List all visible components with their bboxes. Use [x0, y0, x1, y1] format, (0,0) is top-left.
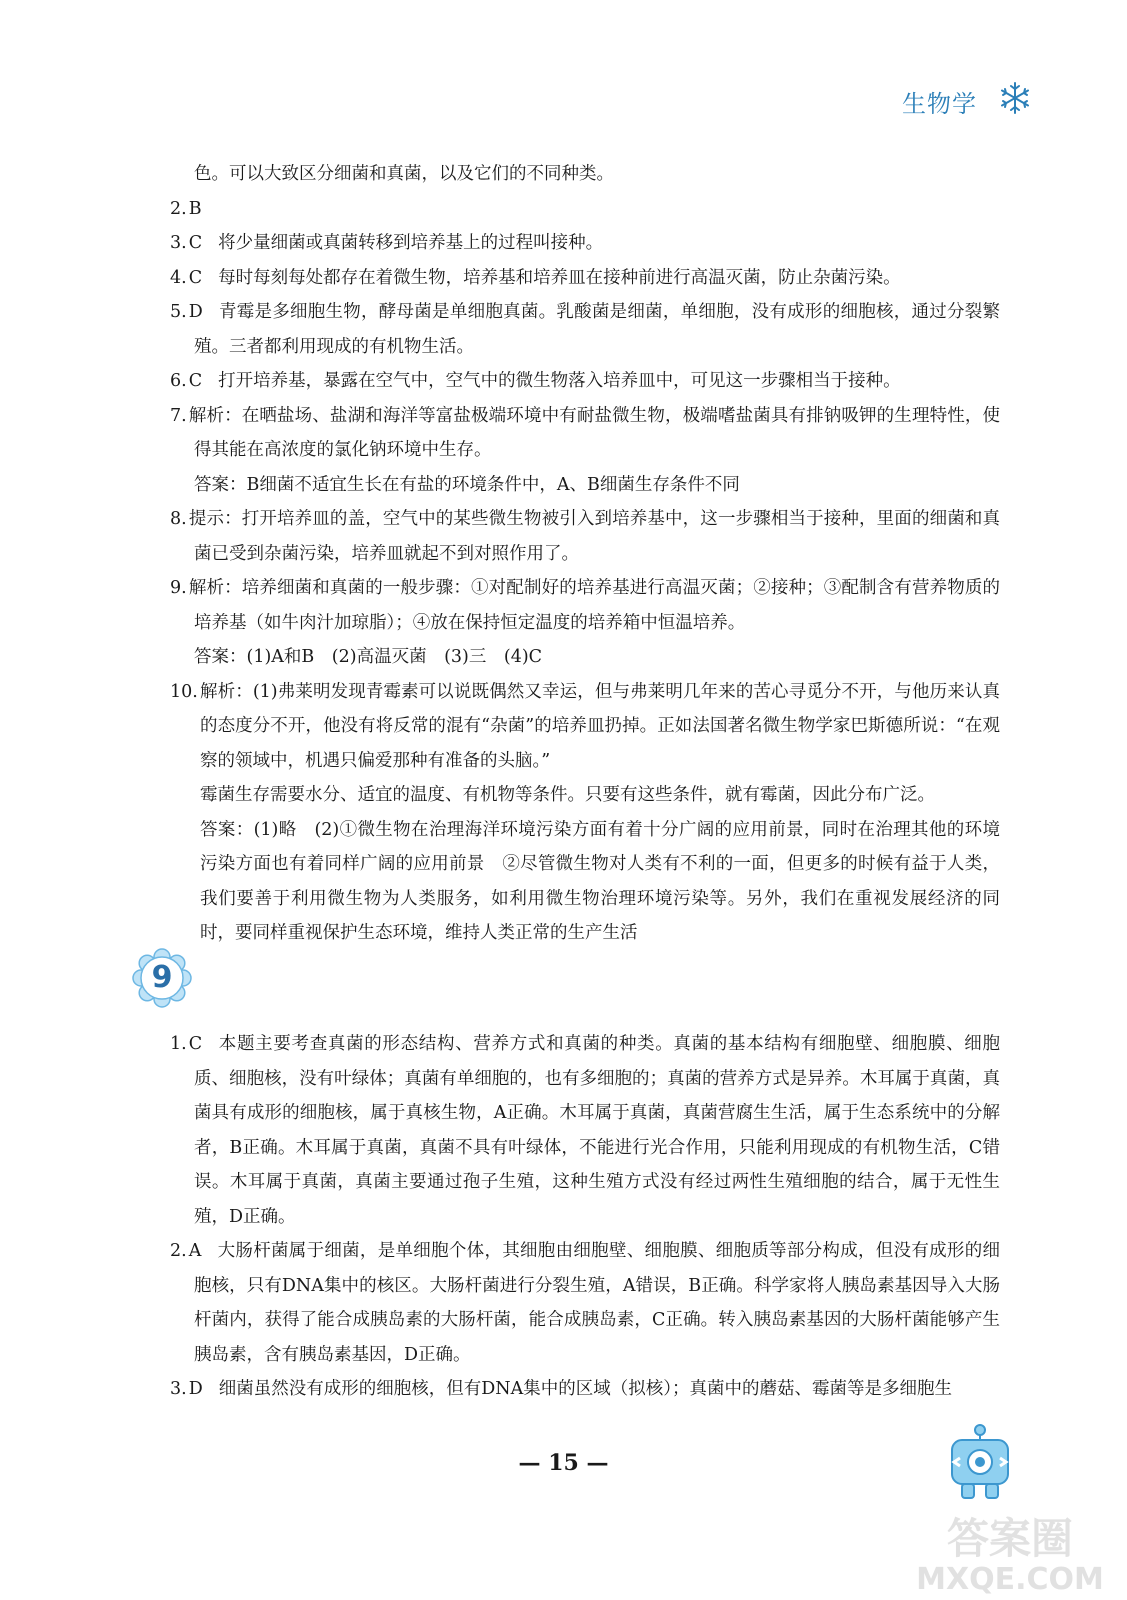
- item-hint: 提示：打开培养皿的盖，空气中的某些微生物被引入到培养基中，这一步骤相当于接种，里面的细菌和真菌已受到杂菌污染，培养皿就起不到对照作用了。: [188, 509, 1000, 564]
- robot-mascot-icon: [940, 1418, 1020, 1508]
- item-explanation: 青霉是多细胞生物，酵母菌是单细胞真菌。乳酸菌是细菌，单细胞，没有成形的细胞核，通过分裂繁殖。三者都利用现成的有机物生活。: [194, 302, 1000, 357]
- answer-item: [170, 295, 1000, 364]
- item-choice: D: [188, 1379, 203, 1399]
- item-analysis: 解析：在晒盐场、盐湖和海洋等富盐极端环境中有耐盐微生物，极端嗜盐菌具有排钠吸钾的生理特性，使得其能在高浓度的氯化钠环境中生存。: [188, 405, 1000, 460]
- answer-item-7-answer: 答案：B细菌不适宜生长在有盐的环境条件中，A、B细菌生存条件不同: [194, 474, 740, 495]
- item-explanation: 每时每刻每处都存在着微生物，培养基和培养皿在接种前进行高温灭菌，防止杂菌污染。: [218, 267, 901, 288]
- answer-item-10-note: 霉菌生存需要水分、适宜的温度、有机物等条件。只要有这些条件，就有霉菌，因此分布广泛。: [200, 785, 935, 805]
- section-number: 9: [151, 960, 173, 995]
- item-explanation: 细菌虽然没有成形的细胞核，但有DNA集中的区域（拟核）；真菌中的蘑菇、霉菌等是多细胞生: [218, 1379, 952, 1399]
- answer-item-10-answer: 答案：(1)略 (2)①微生物在治理海洋环境污染方面有着十分广阔的应用前景，同时在治理其他的环境污染方面也有着同样广阔的应用前景 ②尽管微生物对人类有不利的一面，但更多的时候有益于人类，我们要善于利用微生物为人类服务，如利用微生物治理环境污染等。另外，我们在重视发展经济的同时，要同样重视保护生态环境，维持人类正常的生产生活: [200, 819, 1000, 943]
- item-choice: A: [188, 1241, 202, 1261]
- item-explanation: 打开培养基，暴露在空气中，空气中的微生物落入培养皿中，可见这一步骤相当于接种。: [218, 371, 901, 391]
- item-number: 2.: [170, 1241, 187, 1261]
- answer-item: [170, 1027, 1000, 1234]
- item-choice: B: [188, 198, 202, 219]
- answer-item-7-analysis: [170, 399, 1000, 468]
- item-choice: C: [188, 267, 203, 288]
- answers-section-8: [170, 157, 1000, 951]
- item-number: 2.: [170, 198, 187, 219]
- item-number: 7.: [170, 405, 187, 426]
- answer-item-8-hint: [170, 502, 1000, 571]
- item-explanation: 大肠杆菌属于细菌，是单细胞个体，其细胞由细胞壁、细胞膜、细胞质等部分构成，但没有成形的细胞核，只有DNA集中的核区。大肠杆菌进行分裂生殖，A错误，B正确。科学家将人胰岛素基因导入大肠杆菌内，获得了能合成胰岛素的大肠杆菌，能合成胰岛素，C正确。转入胰岛素基因的大肠杆菌能够产生胰岛素，含有胰岛素基因，D正确。: [194, 1241, 1000, 1365]
- svg-text:MXQE.COM: MXQE.COM: [916, 1562, 1104, 1597]
- watermark-logo: [900, 1505, 1120, 1597]
- item-number: 3.: [170, 1379, 187, 1399]
- answer-item: [170, 1372, 1000, 1407]
- item-choice: D: [188, 302, 203, 322]
- item-choice: C: [188, 1034, 203, 1054]
- continued-line: 色。可以大致区分细菌和真菌，以及它们的不同种类。: [194, 164, 614, 184]
- item-analysis: 解析：培养细菌和真菌的一般步骤：①对配制好的培养基进行高温灭菌；②接种；③配制含有营养物质的培养基（如牛肉汁加琼脂）；④放在保持恒定温度的培养箱中恒温培养。: [188, 578, 1000, 633]
- answer-item: [170, 364, 1000, 399]
- item-number: 5.: [170, 302, 187, 322]
- answer-item: [170, 1234, 1000, 1372]
- answer-item-9-answer: 答案：(1)A和B (2)高温灭菌 (3)三 (4)C: [194, 647, 543, 667]
- subject-title: 生物学: [902, 90, 977, 118]
- item-number: 9.: [170, 578, 187, 598]
- section-number-badge: [132, 948, 192, 1008]
- svg-text:答案圈: 答案圈: [946, 1514, 1074, 1563]
- page-number: — 15 —: [518, 1450, 609, 1476]
- item-choice: C: [188, 233, 203, 253]
- item-number: 6.: [170, 371, 187, 391]
- item-number: 8.: [170, 509, 187, 529]
- item-number: 4.: [170, 267, 187, 288]
- snowflake-icon: [997, 80, 1033, 116]
- item-number: 10.: [170, 681, 198, 702]
- item-explanation: 本题主要考查真菌的形态结构、营养方式和真菌的种类。真菌的基本结构有细胞壁、细胞膜、细胞质、细胞核，没有叶绿体；真菌有单细胞的，也有多细胞的；真菌的营养方式是异养。木耳属于真菌，真菌具有成形的细胞核，属于真核生物，A正确。木耳属于真菌，真菌营腐生生活，属于生态系统中的分解者，B正确。木耳属于真菌，真菌不具有叶绿体，不能进行光合作用，只能利用现成的有机物生活，C错误。木耳属于真菌，真菌主要通过孢子生殖，这种生殖方式没有经过两性生殖细胞的结合，属于无性生殖，D正确。: [194, 1034, 1000, 1227]
- item-number: 3.: [170, 233, 187, 253]
- answer-item: [170, 261, 1000, 296]
- answer-item: [170, 226, 1000, 261]
- item-analysis: 解析：(1)弗莱明发现青霉素可以说既偶然又幸运，但与弗莱明几年来的苦心寻觅分不开，与他历来认真的态度分不开，他没有将反常的混有“杂菌”的培养皿扔掉。正如法国著名微生物学家巴斯德所说：“在观察的领域中，机遇只偏爱那种有准备的头脑。”: [199, 681, 1000, 771]
- answer-item: [170, 192, 1000, 227]
- item-number: 1.: [170, 1034, 187, 1054]
- item-explanation: 将少量细菌或真菌转移到培养基上的过程叫接种。: [218, 233, 604, 253]
- answer-item-9-analysis: [170, 571, 1000, 640]
- item-choice: C: [188, 371, 203, 391]
- answers-section-9: [170, 1027, 1000, 1407]
- answer-item-10-analysis: [170, 675, 1000, 779]
